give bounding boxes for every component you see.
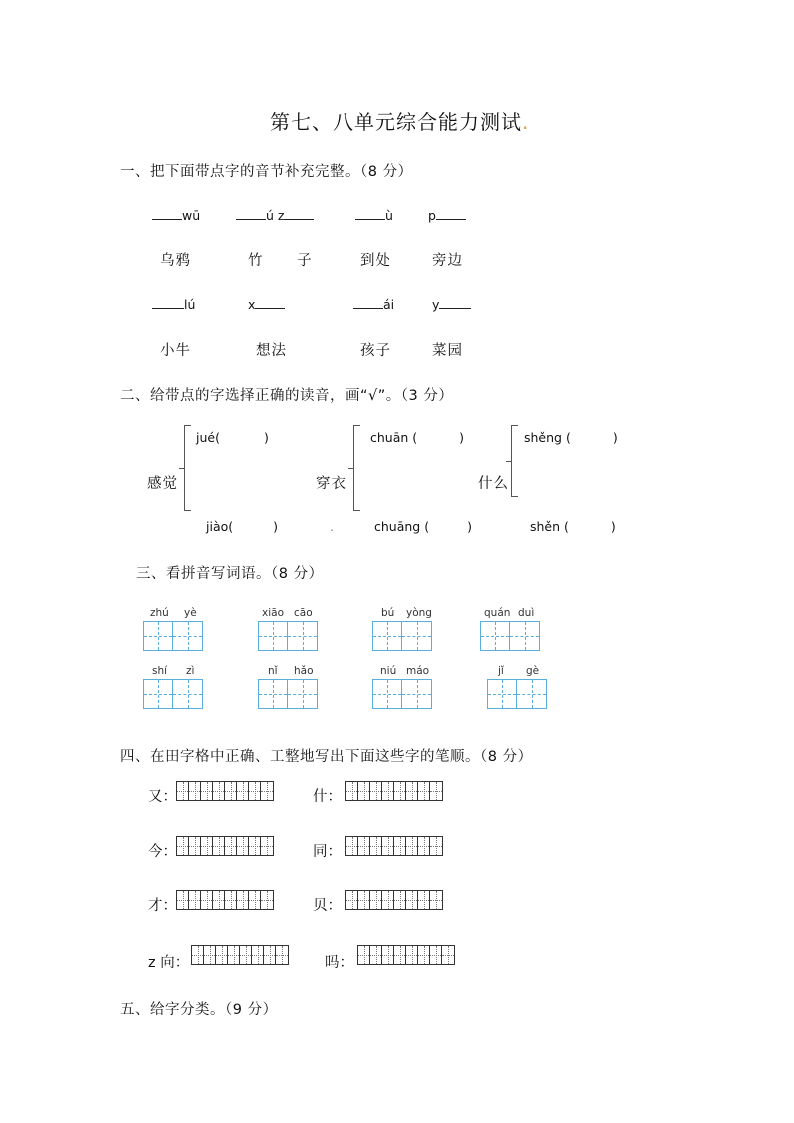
answer-line[interactable] [439,296,471,309]
q1-blank-5 [152,296,195,312]
q1-word-7: 想法 [256,343,287,359]
tianzige-pair[interactable] [480,621,540,651]
q1-word-4: 到处 [360,253,391,269]
tianzige-pair[interactable] [258,679,318,709]
pinyin: yòng [406,607,432,619]
brace [184,425,191,511]
pinyin: shí [152,665,168,677]
stroke-grid[interactable] [176,836,274,856]
q2-word-2: 穿衣 [316,476,347,492]
pinyin: bú [381,607,395,619]
q1-word-8: 孩子 [360,343,391,359]
pinyin: máo [406,665,430,677]
q1-syllable-7: ái [383,297,395,312]
answer-line[interactable] [152,207,182,220]
q4-char-label: 什： [313,789,342,805]
q1-word-1: 乌鸦 [160,253,191,269]
tianzige-pair[interactable] [372,679,432,709]
q4-char-label: z 向： [148,955,190,971]
q4-char-label: 吗： [325,955,354,971]
q1-syllable-1: wū [182,208,201,223]
brace [353,425,360,511]
q4-heading: 四、在田字格中正确、工整地写出下面这些字的笔顺。（8 分） [120,749,533,765]
q1-blank-6 [248,296,285,312]
stray-dot: . [330,519,334,534]
q2-option-3-top[interactable]: shěng ( ) [524,430,618,445]
answer-line[interactable] [353,296,383,309]
pinyin: nǐ [268,665,278,677]
q1-word-3: 子 [297,253,313,269]
q1-syllable-2: ú z [266,208,285,223]
pinyin: zhú [150,607,169,619]
pinyin: hǎo [294,665,314,677]
q1-blank-8 [432,296,471,312]
q1-syllable-6: x [248,297,256,312]
pinyin: duì [518,607,535,619]
q4-char-label: 同： [313,844,342,860]
pinyin: cāo [294,607,313,619]
q1-word-5: 旁边 [432,253,463,269]
stroke-grid[interactable] [191,945,289,965]
answer-line[interactable] [436,207,466,220]
q1-syllable-8: y [432,297,440,312]
q2-word-1: 感觉 [147,476,178,492]
answer-line[interactable] [255,296,285,309]
tianzige-pair[interactable] [372,621,432,651]
tianzige-pair[interactable] [258,621,318,651]
q2-word-3: 什么 [478,476,509,492]
q1-syllable-3: ù [385,208,393,223]
stroke-grid[interactable] [176,890,274,910]
answer-line[interactable] [284,207,314,220]
q1-blank-7 [353,296,394,312]
pinyin: jǐ [498,665,504,677]
q1-syllable-5: lú [184,297,196,312]
answer-line[interactable] [236,207,266,220]
brace [511,425,518,497]
q1-blank-1 [152,207,200,223]
q2-option-1-top[interactable]: jué( ) [196,430,269,445]
q2-option-3-bottom[interactable]: shěn ( ) [530,519,616,534]
q4-char-label: 今： [148,844,177,860]
q2-heading: 二、给带点的字选择正确的读音，画“√”。（3 分） [120,388,454,404]
q4-char-label: 贝： [313,898,342,914]
title-text: 第七、八单元综合能力测试 [270,110,522,134]
q1-blank-2 [236,207,314,223]
q1-heading: 一、把下面带点字的音节补充完整。（8 分） [120,164,413,180]
q2-option-2-top[interactable]: chuān ( ) [370,430,465,445]
stroke-grid[interactable] [345,890,443,910]
page-title [270,106,529,135]
answer-line[interactable] [355,207,385,220]
q1-blank-3 [355,207,393,223]
q2-option-1-bottom[interactable]: jiào( ) [206,519,279,534]
tianzige-pair[interactable] [143,621,203,651]
q1-syllable-4: p [428,208,436,223]
q4-char-label: 才： [148,898,177,914]
q2-option-2-bottom[interactable]: chuāng ( ) [374,519,472,534]
tianzige-pair[interactable] [143,679,203,709]
q5-heading: 五、给字分类。（9 分） [120,1002,278,1018]
q1-word-6: 小牛 [160,343,191,359]
q1-blank-4 [428,207,466,223]
pinyin: gè [526,665,540,677]
pinyin: xiāo [262,607,284,619]
stroke-grid[interactable] [345,781,443,801]
title-dot: . [522,110,530,134]
q3-heading: 三、看拼音写词语。（8 分） [136,566,324,582]
q4-char-label: 又： [148,789,177,805]
pinyin: yè [184,607,197,619]
tianzige-pair[interactable] [487,679,547,709]
pinyin: zì [186,665,195,677]
q1-word-9: 菜园 [432,343,463,359]
pinyin: niú [380,665,397,677]
stroke-grid[interactable] [357,945,455,965]
stroke-grid[interactable] [176,781,274,801]
pinyin: quán [484,607,511,619]
stroke-grid[interactable] [345,836,443,856]
answer-line[interactable] [152,296,184,309]
q1-word-2: 竹 [248,253,264,269]
